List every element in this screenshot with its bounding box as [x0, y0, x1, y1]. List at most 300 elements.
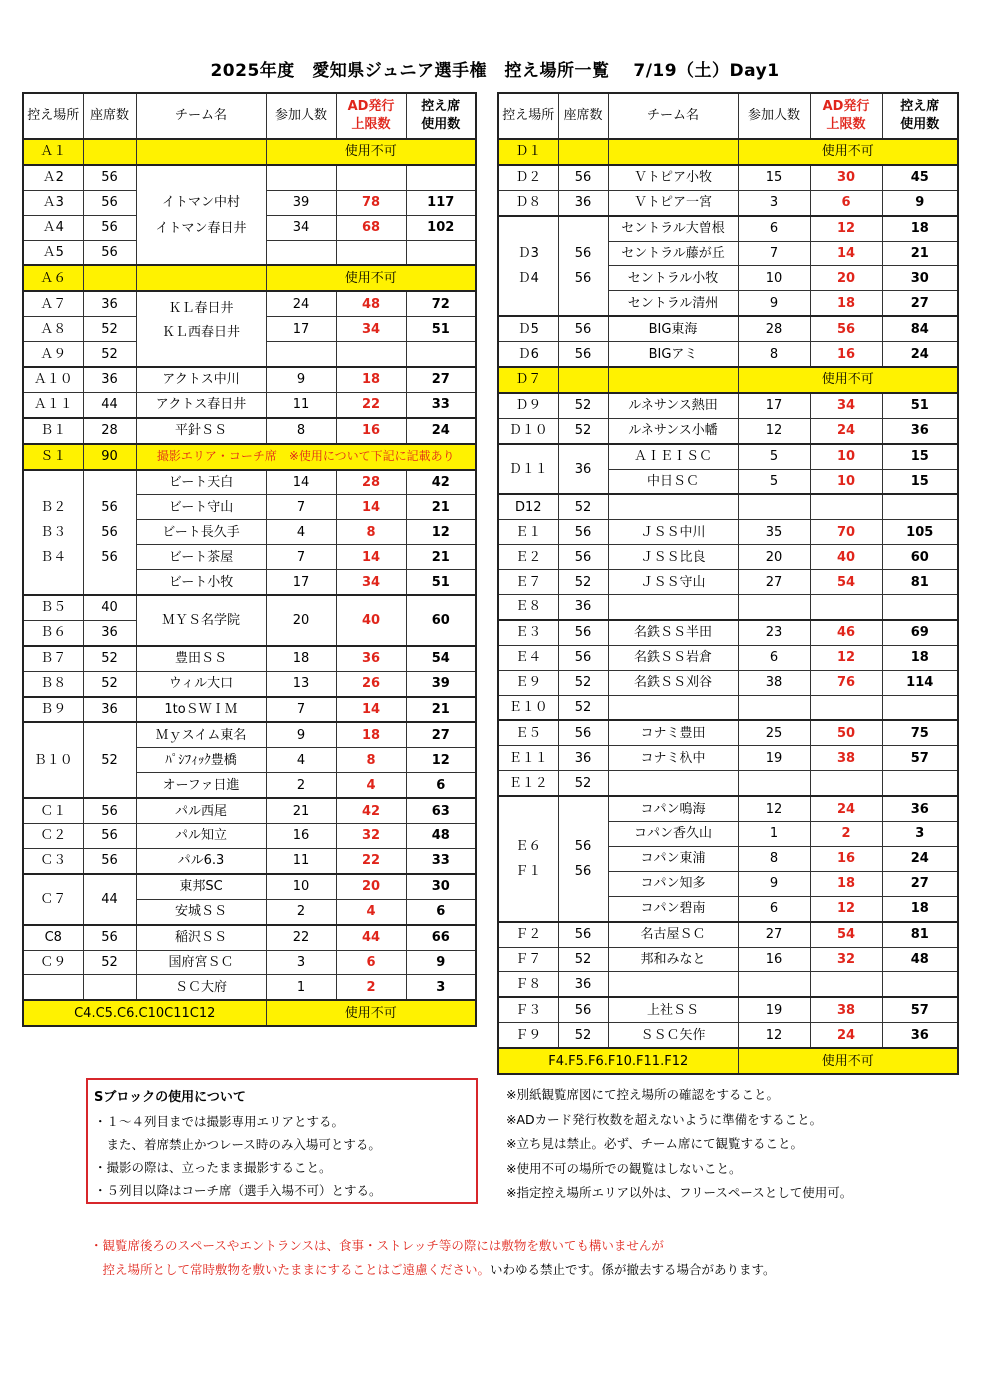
table-row	[498, 1048, 958, 1074]
ad-cell: 28	[336, 470, 406, 495]
participants-cell: 19	[738, 997, 810, 1022]
place-cell: Ｂ１０	[23, 722, 83, 798]
table-row	[498, 444, 958, 469]
used-cell	[882, 771, 958, 796]
table-row	[23, 798, 476, 823]
seats-cell: 56	[558, 620, 608, 645]
table-row	[498, 165, 958, 190]
seats-cell: 56 56	[558, 796, 608, 921]
table-header	[23, 93, 476, 139]
participants-cell: 7	[738, 241, 810, 266]
table-row	[23, 671, 476, 696]
place-cell: Ｄ6	[498, 342, 558, 367]
ad-cell: 34	[810, 393, 882, 418]
place-cell: Ｓ１	[23, 444, 83, 470]
participants-cell: 13	[266, 671, 336, 696]
ad-cell: 70	[810, 520, 882, 545]
place-cell: Ｅ７	[498, 570, 558, 595]
ad-cell: 56	[810, 316, 882, 341]
ad-cell: 12	[810, 645, 882, 670]
used-cell	[882, 494, 958, 519]
participants-cell: 4	[266, 748, 336, 773]
ad-cell	[336, 165, 406, 190]
table-row	[498, 216, 958, 241]
participants-cell: 7	[266, 697, 336, 723]
participants-cell: 2	[266, 773, 336, 798]
table-row	[23, 139, 476, 165]
team-cell: ビート天白	[136, 470, 266, 495]
footer-line-2	[90, 1258, 970, 1282]
s-block-note	[86, 1078, 478, 1204]
seats-cell: 36	[558, 746, 608, 771]
participants-cell: 20	[738, 545, 810, 570]
table-row	[498, 972, 958, 997]
team-cell: 豊田ＳＳ	[136, 646, 266, 671]
used-cell: 36	[882, 418, 958, 443]
ad-cell: 2	[810, 822, 882, 847]
used-cell	[882, 695, 958, 720]
participants-cell	[266, 240, 336, 265]
used-cell: 48	[882, 947, 958, 972]
unavailable-label: 使用不可	[738, 139, 958, 165]
used-cell: 9	[882, 190, 958, 215]
header-seats: 座席数	[558, 93, 608, 139]
table-row	[498, 796, 958, 821]
used-cell	[406, 240, 476, 265]
participants-cell: 9	[738, 291, 810, 316]
participants-cell: 28	[738, 316, 810, 341]
place-cell: Ｂ８	[23, 671, 83, 696]
seats-cell: 52	[558, 570, 608, 595]
seats-cell: 52	[558, 695, 608, 720]
ad-cell: 18	[336, 367, 406, 392]
used-cell: 84	[882, 316, 958, 341]
place-cell: Ｅ１０	[498, 695, 558, 720]
participants-cell: 24	[266, 291, 336, 316]
used-cell	[406, 165, 476, 190]
header-seats: 座席数	[83, 93, 136, 139]
ad-cell: 6	[336, 950, 406, 975]
participants-cell: 6	[738, 896, 810, 921]
team-cell: 邦和みなと	[608, 947, 738, 972]
participants-cell: 9	[266, 722, 336, 747]
seats-cell: 56	[83, 925, 136, 950]
seats-cell: 52	[83, 722, 136, 798]
ad-cell: 40	[336, 595, 406, 646]
participants-cell: 12	[738, 1023, 810, 1048]
ad-cell: 14	[336, 545, 406, 570]
ad-cell: 4	[336, 899, 406, 924]
team-cell: オーファ日進	[136, 773, 266, 798]
ad-cell: 42	[336, 798, 406, 823]
ad-cell	[336, 342, 406, 367]
ad-cell: 18	[810, 291, 882, 316]
place-cell: Ｄ3 Ｄ4	[498, 216, 558, 317]
place-cell: Ｃ２	[23, 824, 83, 849]
team-cell: ＳＣ大府	[136, 975, 266, 1000]
place-cell: Ｃ９	[23, 950, 83, 975]
participants-cell: 1	[266, 975, 336, 1000]
participants-cell: 16	[738, 947, 810, 972]
place-cell: Ｂ７	[23, 646, 83, 671]
participants-cell: 23	[738, 620, 810, 645]
table-row	[498, 947, 958, 972]
ad-cell: 14	[336, 697, 406, 723]
team-cell: ＳＳＣ矢作	[608, 1023, 738, 1048]
place-cell: Ｅ２	[498, 545, 558, 570]
team-cell: 国府宮ＳＣ	[136, 950, 266, 975]
used-cell: 3	[406, 975, 476, 1000]
team-cell: ＪＳＳ比良	[608, 545, 738, 570]
used-cell: 51	[882, 393, 958, 418]
seats-cell: 56	[83, 215, 136, 240]
place-cell: Ｆ８	[498, 972, 558, 997]
ad-cell: 16	[336, 418, 406, 444]
ad-cell: 38	[810, 746, 882, 771]
seats-cell: 56	[558, 165, 608, 190]
place-cell: Ｆ７	[498, 947, 558, 972]
participants-cell: 3	[738, 190, 810, 215]
team-cell: BIG東海	[608, 316, 738, 341]
table-row	[23, 722, 476, 747]
used-cell: 12	[406, 748, 476, 773]
participants-cell: 34	[266, 215, 336, 240]
table-row	[23, 848, 476, 873]
table-row	[23, 444, 476, 470]
ad-cell: 8	[336, 520, 406, 545]
place-cell: Ｆ２	[498, 922, 558, 947]
ad-cell: 6	[810, 190, 882, 215]
participants-cell: 22	[266, 925, 336, 950]
team-cell: ビート守山	[136, 495, 266, 520]
s-block-note-line: ・撮影の際は、立ったまま撮影すること。	[94, 1160, 332, 1175]
place-cell: Ｅ６ Ｆ１	[498, 796, 558, 921]
team-cell: パル西尾	[136, 798, 266, 823]
unavailable-places: F4.F5.F6.F10.F11.F12	[498, 1048, 738, 1074]
participants-cell: 6	[738, 216, 810, 241]
ad-cell: 14	[810, 241, 882, 266]
participants-cell: 19	[738, 746, 810, 771]
ad-cell: 2	[336, 975, 406, 1000]
rule-item: ※指定控え場所エリア以外は、フリースペースとして使用可。	[506, 1185, 853, 1200]
ad-cell: 8	[336, 748, 406, 773]
team-cell: アクトス中川	[136, 367, 266, 392]
seats-cell: 56	[558, 922, 608, 947]
participants-cell	[738, 494, 810, 519]
used-cell: 15	[882, 444, 958, 469]
used-cell: 21	[882, 241, 958, 266]
participants-cell: 7	[266, 545, 336, 570]
participants-cell: 6	[738, 645, 810, 670]
ad-cell	[336, 240, 406, 265]
table-row	[23, 925, 476, 950]
ad-cell: 36	[336, 646, 406, 671]
seats-cell: 52	[558, 1023, 608, 1048]
place-cell: Ｄ２	[498, 165, 558, 190]
table-row	[498, 139, 958, 165]
place-cell: Ｅ３	[498, 620, 558, 645]
participants-cell: 10	[738, 266, 810, 291]
team-cell: 中日ＳＣ	[608, 469, 738, 494]
ad-cell: 30	[810, 165, 882, 190]
participants-cell: 16	[266, 824, 336, 849]
team-cell: 1toＳＷＩＭ	[136, 697, 266, 723]
ad-cell: 40	[810, 545, 882, 570]
seats-cell	[83, 139, 136, 165]
used-cell: 114	[882, 670, 958, 695]
place-cell: C8	[23, 925, 83, 950]
table-row	[23, 1000, 476, 1026]
used-cell: 39	[406, 671, 476, 696]
footer-line-1: ・観覧席後ろのスペースやエントランスは、食事・ストレッチ等の際には敷物を敷いても構いませんが	[90, 1238, 664, 1253]
team-cell: 名古屋ＳＣ	[608, 922, 738, 947]
participants-cell: 12	[738, 796, 810, 821]
used-cell: 9	[406, 950, 476, 975]
participants-cell: 11	[266, 848, 336, 873]
participants-cell: 18	[266, 646, 336, 671]
team-cell: セントラル小牧	[608, 266, 738, 291]
used-cell: 21	[406, 545, 476, 570]
participants-cell: 9	[738, 871, 810, 896]
table-row	[23, 470, 476, 495]
seats-cell: 56	[83, 848, 136, 873]
participants-cell	[738, 595, 810, 620]
used-cell: 15	[882, 469, 958, 494]
used-cell: 33	[406, 392, 476, 417]
used-cell: 51	[406, 317, 476, 342]
footer-line-2-black: いわゆる禁止です。係が撤去する場合があります。	[490, 1262, 776, 1277]
team-cell: ＫＬ春日井 ＫＬ西春日井	[136, 291, 266, 367]
table-row	[23, 595, 476, 620]
participants-cell: 4	[266, 520, 336, 545]
participants-cell: 3	[266, 950, 336, 975]
table-row	[498, 670, 958, 695]
table-row	[23, 265, 476, 291]
seats-cell: 56	[83, 165, 136, 190]
seats-cell: 36	[558, 444, 608, 495]
s-block-note-line: ・５列目以降はコーチ席（選手入場不可）とする。	[94, 1183, 382, 1198]
team-cell: コパン鳴海	[608, 796, 738, 821]
used-cell: 24	[406, 418, 476, 444]
header-place: 控え場所	[23, 93, 83, 139]
page-title: 2025年度 愛知県ジュニア選手権 控え場所一覧 7/19（土）Day1	[210, 61, 780, 81]
participants-cell	[738, 695, 810, 720]
ad-cell: 34	[336, 317, 406, 342]
seats-cell: 52	[83, 671, 136, 696]
header-ad-limit: AD発行 上限数	[336, 93, 406, 139]
header-used: 控え席 使用数	[882, 93, 958, 139]
used-cell: 30	[406, 874, 476, 899]
s-block-note-line: また、着席禁止かつレース時のみ入場可とする。	[94, 1137, 381, 1152]
ad-cell: 68	[336, 215, 406, 240]
ad-cell	[810, 972, 882, 997]
seats-cell: 56	[558, 342, 608, 367]
rule-item: ※使用不可の場所での観覧はしないこと。	[506, 1160, 742, 1176]
footer-note	[90, 1234, 970, 1282]
used-cell: 6	[406, 773, 476, 798]
used-cell: 48	[406, 824, 476, 849]
place-cell: Ｄ１１	[498, 444, 558, 495]
used-cell: 54	[406, 646, 476, 671]
team-cell	[608, 771, 738, 796]
participants-cell: 8	[738, 342, 810, 367]
seats-cell: 36	[83, 291, 136, 316]
place-cell: Ｄ９	[498, 393, 558, 418]
place-cell: Ａ4	[23, 215, 83, 240]
ad-cell: 48	[336, 291, 406, 316]
used-cell: 60	[406, 595, 476, 646]
used-cell: 18	[882, 216, 958, 241]
ad-cell: 78	[336, 190, 406, 215]
ad-cell: 50	[810, 720, 882, 745]
used-cell: 21	[406, 697, 476, 723]
table-row	[498, 997, 958, 1022]
seats-cell: 36	[83, 620, 136, 645]
rule-item: ※別紙観覧席図にて控え場所の確認をすること。	[506, 1087, 779, 1102]
used-cell: 21	[406, 495, 476, 520]
team-cell: コパン碧南	[608, 896, 738, 921]
place-cell: Ｂ２ Ｂ３ Ｂ４	[23, 470, 83, 595]
used-cell: 12	[406, 520, 476, 545]
seats-cell: 56 56	[558, 216, 608, 317]
team-cell: コパン知多	[608, 871, 738, 896]
seats-cell: 36	[558, 190, 608, 215]
participants-cell: 27	[738, 922, 810, 947]
team-cell: ウィル大口	[136, 671, 266, 696]
used-cell: 6	[406, 899, 476, 924]
seats-cell: 36	[83, 697, 136, 723]
used-cell: 75	[882, 720, 958, 745]
table-row	[498, 746, 958, 771]
ad-cell: 10	[810, 444, 882, 469]
participants-cell: 9	[266, 367, 336, 392]
place-cell: Ｄ７	[498, 367, 558, 393]
ad-cell	[810, 695, 882, 720]
place-cell: Ｂ５	[23, 595, 83, 620]
table-header	[498, 93, 958, 139]
place-cell: Ｄ１	[498, 139, 558, 165]
table-row	[498, 645, 958, 670]
team-cell: パル知立	[136, 824, 266, 849]
used-cell: 18	[882, 645, 958, 670]
place-cell: Ａ９	[23, 342, 83, 367]
seats-cell: 40	[83, 595, 136, 620]
table-row	[498, 720, 958, 745]
team-cell	[608, 494, 738, 519]
used-cell: 3	[882, 822, 958, 847]
rule-item: ※ADカード発行枚数を超えないように準備をすること。	[506, 1111, 823, 1127]
table-row	[498, 393, 958, 418]
table-row	[498, 620, 958, 645]
seats-cell: 56	[558, 545, 608, 570]
participants-cell: 17	[738, 393, 810, 418]
seats-cell	[83, 975, 136, 1000]
seats-cell: 52	[83, 646, 136, 671]
ad-cell	[810, 771, 882, 796]
unavailable-label: 使用不可	[266, 1000, 476, 1026]
unavailable-places: C4.C5.C6.C10C11C12	[23, 1000, 266, 1026]
team-cell: ルネサンス熱田	[608, 393, 738, 418]
place-cell: Ａ3	[23, 190, 83, 215]
seats-cell: 52	[558, 670, 608, 695]
seats-cell: 52	[83, 317, 136, 342]
team-cell	[608, 139, 738, 165]
team-cell: ＪＳＳ守山	[608, 570, 738, 595]
used-cell: 57	[882, 746, 958, 771]
s1-note: 撮影エリア・コーチ席 ※使用について下記に記載あり	[136, 444, 476, 470]
table-row	[23, 291, 476, 316]
participants-cell: 2	[266, 899, 336, 924]
team-cell: パル6.3	[136, 848, 266, 873]
table-row	[23, 418, 476, 444]
participants-cell: 7	[266, 495, 336, 520]
participants-cell: 8	[266, 418, 336, 444]
table-row	[23, 165, 476, 190]
team-cell	[608, 972, 738, 997]
header-used: 控え席 使用数	[406, 93, 476, 139]
ad-cell: 16	[810, 846, 882, 871]
seats-cell: 56	[83, 190, 136, 215]
participants-cell: 25	[738, 720, 810, 745]
place-cell: Ｄ８	[498, 190, 558, 215]
seats-cell: 52	[558, 494, 608, 519]
participants-cell: 11	[266, 392, 336, 417]
used-cell: 63	[406, 798, 476, 823]
participants-cell: 14	[266, 470, 336, 495]
table-row	[498, 595, 958, 620]
seats-cell: 56	[83, 798, 136, 823]
ad-cell	[810, 494, 882, 519]
place-cell: Ｅ５	[498, 720, 558, 745]
table-row	[498, 367, 958, 393]
team-cell: ルネサンス小幡	[608, 418, 738, 443]
footer-line-2-red: 控え場所として常時敷物を敷いたままにすることはご遠慮ください。	[90, 1262, 491, 1277]
ad-cell: 24	[810, 418, 882, 443]
team-cell: ＭＹＳ名学院	[136, 595, 266, 646]
seats-cell: 56	[83, 240, 136, 265]
header-team: チーム名	[136, 93, 266, 139]
seats-cell: 90	[83, 444, 136, 470]
used-cell	[882, 972, 958, 997]
unavailable-label: 使用不可	[738, 367, 958, 393]
place-cell: Ｅ１２	[498, 771, 558, 796]
table-row	[498, 1023, 958, 1048]
participants-cell: 5	[738, 444, 810, 469]
ad-cell: 4	[336, 773, 406, 798]
place-cell: Ａ2	[23, 165, 83, 190]
ad-cell: 24	[810, 1023, 882, 1048]
place-cell: Ｂ１	[23, 418, 83, 444]
header-place: 控え場所	[498, 93, 558, 139]
used-cell: 27	[406, 367, 476, 392]
place-cell: Ｄ5	[498, 316, 558, 341]
used-cell: 27	[882, 871, 958, 896]
place-cell: Ｄ１０	[498, 418, 558, 443]
place-cell: D12	[498, 494, 558, 519]
used-cell: 27	[406, 722, 476, 747]
used-cell: 60	[882, 545, 958, 570]
left-seat-table	[22, 92, 477, 1027]
place-cell: Ｂ９	[23, 697, 83, 723]
table-row	[498, 316, 958, 341]
seats-cell: 44	[83, 392, 136, 417]
table-row	[498, 922, 958, 947]
ad-cell: 54	[810, 570, 882, 595]
table-row	[498, 695, 958, 720]
team-cell	[608, 595, 738, 620]
used-cell: 45	[882, 165, 958, 190]
unavailable-label: 使用不可	[266, 139, 476, 165]
